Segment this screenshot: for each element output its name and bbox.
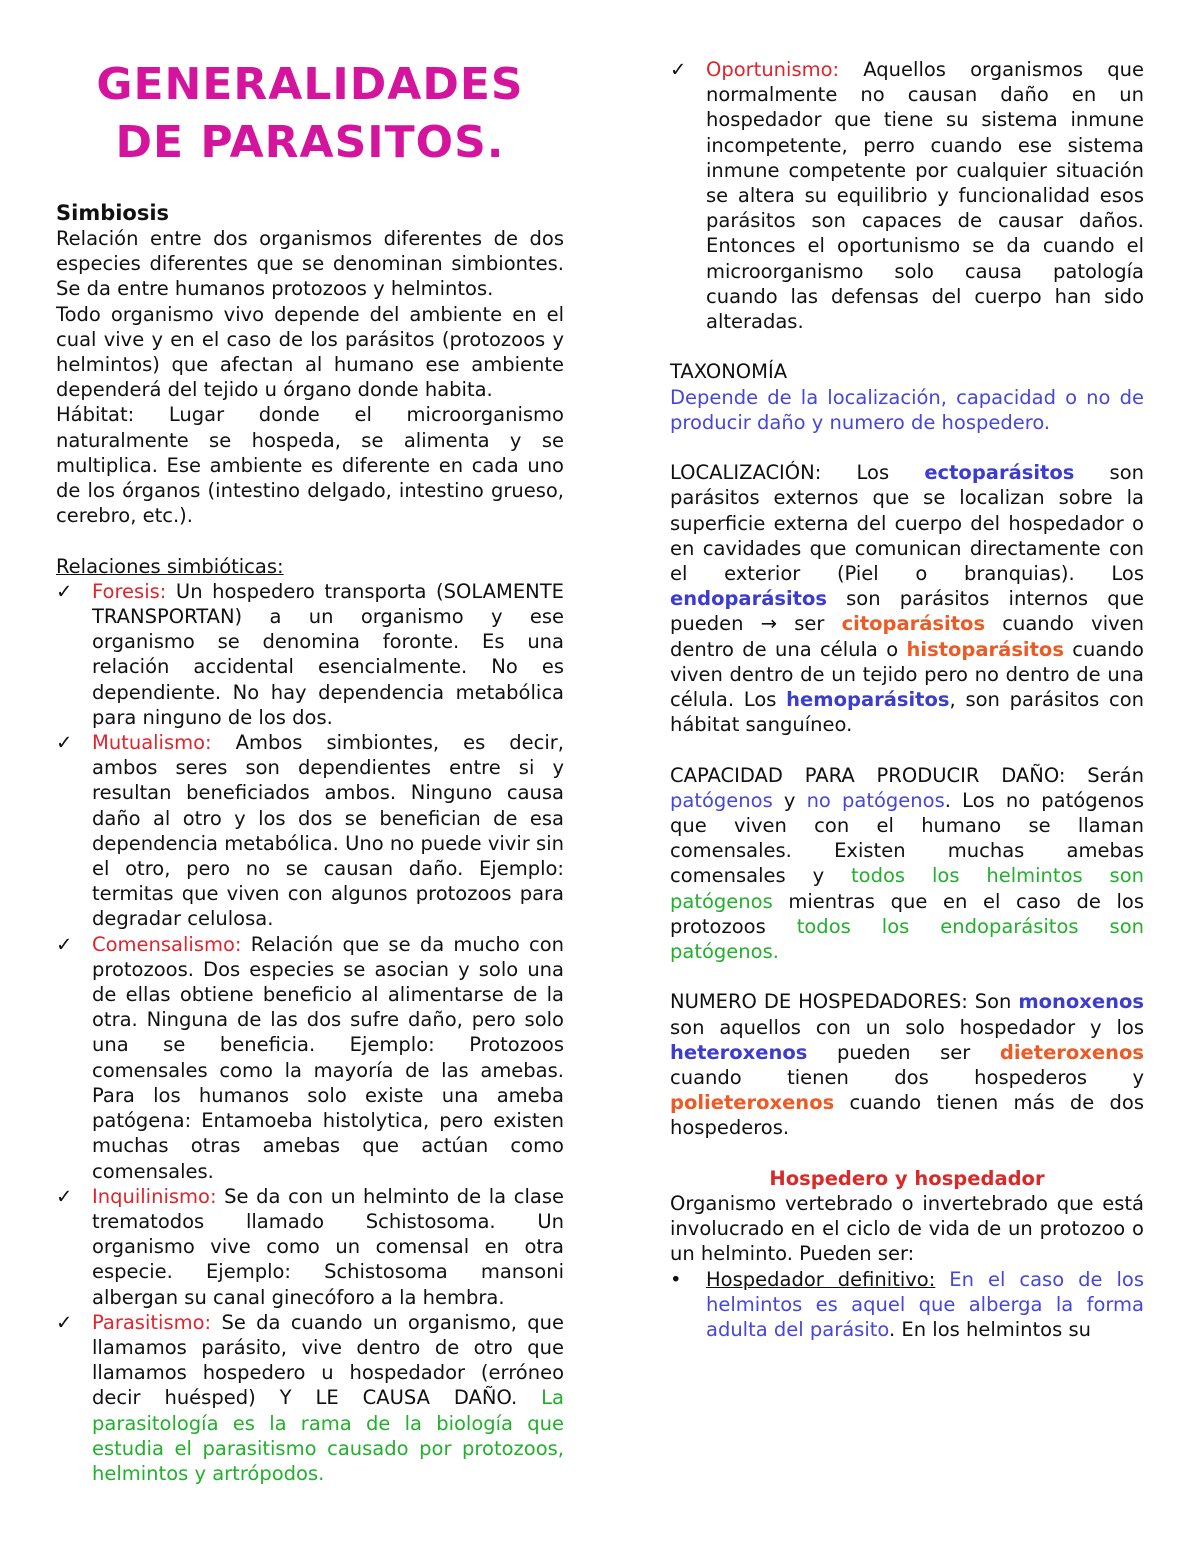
term-heteroxenos: heteroxenos: [670, 1040, 808, 1064]
numero-text-4: cuando tienen más de dos hospederos.: [670, 1091, 1144, 1140]
term-citoparasitos: citoparásitos: [841, 612, 986, 636]
numero-text-1: son aquellos con un solo hospedador y los: [670, 1015, 1144, 1039]
capacidad-lead: CAPACIDAD PARA PRODUCIR DAÑO: Serán: [670, 763, 1144, 787]
check-icon: ✓: [56, 1184, 73, 1208]
list-item-mutualismo: [56, 730, 564, 932]
list-item-oportunismo: [670, 57, 1144, 334]
localizacion-text-3: cuando viven dentro de una célula o: [670, 612, 1145, 661]
capacidad-paragraph: [670, 763, 1144, 965]
habitat-paragraph: Hábitat: Lugar donde el microorganismo naturalmente se hospeda, se alimenta y se multiplica. Ese ambiente es diferente en cada uno de los órganos (intestino delgado, intestino grueso, cerebro, etc.).: [56, 403, 564, 528]
term-polieteroxenos: polieteroxenos: [670, 1091, 835, 1115]
check-icon: ✓: [56, 1310, 73, 1334]
bullet-icon: •: [670, 1267, 682, 1291]
localizacion-paragraph: [670, 460, 1144, 737]
text-inquilinismo: Se da con un helminto de la clase trematodos llamado Schistosoma. Un organismo vive como un comensal en otra especie. Ejemplo: Schistosoma mansoni albergan su canal ginecóforo a la hembra.: [92, 1184, 564, 1309]
definitivo-blue-text: En el caso de los helmintos es aquel que alberga la forma adulta del parásito: [706, 1267, 1144, 1342]
check-icon: ✓: [670, 58, 687, 81]
hospedero-heading: Hospedero y hospedador: [769, 1166, 1045, 1190]
relaciones-heading: Relaciones simbióticas:: [56, 554, 284, 578]
numero-lead: NUMERO DE HOSPEDADORES: Son: [670, 990, 1019, 1014]
term-monoxenos: monoxenos: [1018, 990, 1144, 1014]
localizacion-text-5: , son parásitos con hábitat sanguíneo.: [670, 688, 1144, 737]
text-oportunismo: Aquellos organismos que normalmente no causan daño en un hospedador que tiene su sistema inmune incompetente, perro cuando ese sistema inmune competente por cualquier situación se altera su equilibrio y funcionalidad esos parásitos son capaces de causar daños. Entonces el oportunismo se da cuando el microorganismo solo causa patología cuando las defensas del cuerpo han sido alteradas.: [706, 58, 1144, 334]
numero-text-2: pueden ser: [807, 1040, 1000, 1064]
simbiosis-heading: Simbiosis: [56, 201, 170, 225]
term-histoparasitos: histoparásitos: [906, 637, 1064, 661]
term-parasitismo: Parasitismo:: [92, 1310, 212, 1334]
capacidad-text-1: . Los no patógenos que viven con el humano se llaman comensales. Existen muchas amebas comensales y: [670, 788, 1145, 888]
hospedero-list: [670, 1267, 1144, 1343]
endoparasitos-patogenos: todos los endoparásitos son patógenos.: [670, 914, 1144, 964]
term-no-patogenos: no patógenos: [806, 788, 945, 812]
localizacion-lead: LOCALIZACIÓN: Los: [670, 461, 925, 485]
localizacion-text-4: cuando viven dentro de un tejido pero no dentro de una célula. Los: [670, 637, 1144, 712]
term-mutualismo: Mutualismo:: [92, 731, 212, 755]
page-title: GENERALIDADES DE PARASITOS.: [96, 59, 524, 168]
numero-paragraph: [670, 989, 1144, 1140]
term-ectoparasitos: ectoparásitos: [924, 461, 1075, 485]
numero-text-3: cuando tienen dos hospederos y: [670, 1066, 1144, 1090]
list-item-comensalismo: [56, 932, 564, 1184]
list-item-parasitismo: [56, 1310, 564, 1486]
term-hemoparasitos: hemoparásitos: [786, 688, 950, 712]
term-hospedador-definitivo: Hospedador definitivo:: [706, 1267, 936, 1291]
definitivo-text: . En los helmintos su: [889, 1318, 1091, 1342]
term-comensalismo: Comensalismo:: [92, 932, 242, 956]
localizacion-text-1: son parásitos externos que se localizan sobre la superficie externa del cuerpo del hospedador o en cavidades que comunican directamente con el exterior (Piel o branquias). Los: [670, 461, 1144, 586]
right-column: [670, 57, 1144, 1342]
term-dieteroxenos: dieteroxenos: [999, 1040, 1144, 1064]
list-item-inquilinismo: [56, 1184, 564, 1310]
simbiosis-paragraph-1: Relación entre dos organismos diferentes de dos especies diferentes que se denominan simbiontes. Se da entre humanos protozoos y helmintos.: [56, 227, 564, 301]
localizacion-text-2: son parásitos internos que pueden → ser: [670, 587, 1144, 636]
check-icon: ✓: [56, 731, 73, 755]
term-patogenos: patógenos: [670, 788, 773, 812]
list-item-hospedador-definitivo: [670, 1267, 1144, 1343]
taxonomia-intro: Depende de la localización, capacidad o no de producir daño y numero de hospedero.: [670, 385, 1144, 434]
relaciones-list-continued: [670, 57, 1144, 334]
text-foresis: Un hospedero transporta (SOLAMENTE TRANSPORTAN) a un organismo y ese organismo se denomina foronte. Es una relación accidental esencialmente. No es dependiente. No hay dependencia metabólica para ninguno de los dos.: [92, 579, 564, 729]
helmintos-patogenos: todos los helmintos son patógenos: [670, 864, 1144, 913]
check-icon: ✓: [56, 932, 73, 956]
check-icon: ✓: [56, 579, 73, 603]
text-mutualismo: Ambos simbiontes, es decir, ambos seres son dependientes entre si y resultan beneficiados ambos. Ninguno causa daño al otro y los dos se benefician de esa dependencia metabólica. Uno no puede vivir sin el otro, pero no se causan daño. Ejemplo: termitas que viven con algunos protozoos para degradar celulosa.: [92, 731, 564, 931]
list-item-foresis: [56, 579, 564, 730]
left-column: [56, 56, 564, 1486]
term-inquilinismo: Inquilinismo:: [92, 1184, 217, 1208]
hospedero-paragraph: Organismo vertebrado o invertebrado que está involucrado en el ciclo de vida de un protozoo o un helminto. Pueden ser:: [670, 1192, 1144, 1266]
term-endoparasitos: endoparásitos: [670, 587, 827, 611]
simbiosis-paragraph-2: Todo organismo vivo depende del ambiente en el cual vive y en el caso de los parásitos (protozoos y helmintos) que afectan al humano ese ambiente dependerá del tejido u órgano donde habita.: [56, 302, 564, 402]
parasitologia-definition: La parasitología es la rama de la biología que estudia el parasitismo causado por protozoos, helmintos y artrópodos.: [92, 1386, 564, 1485]
text-comensalismo: Relación que se da mucho con protozoos. Dos especies se asocian y solo una de ellas obtiene beneficio al alimentarse de la otra. Ninguna de las dos sufre daño, pero solo una se beneficia. Ejemplo: Protozoos comensales como la mayoría de las amebas. Para los humanos solo existe una ameba patógena: Entamoeba histolytica, pero existen muchas otras amebas que actúan como comensales.: [92, 932, 564, 1183]
capacidad-text-2: mientras que en el caso de los protozoos: [670, 889, 1144, 938]
relaciones-list: [56, 579, 564, 1486]
term-oportunismo: Oportunismo:: [706, 58, 840, 81]
term-foresis: Foresis:: [92, 579, 167, 603]
taxonomia-heading: TAXONOMÍA: [670, 360, 788, 384]
text-parasitismo: Se da cuando un organismo, que llamamos parásito, vive dentro de otro que llamamos hospedero u hospedador (erróneo decir huésped) Y LE CAUSA DAÑO.: [92, 1310, 564, 1410]
capacidad-conjunction: y: [772, 788, 807, 812]
